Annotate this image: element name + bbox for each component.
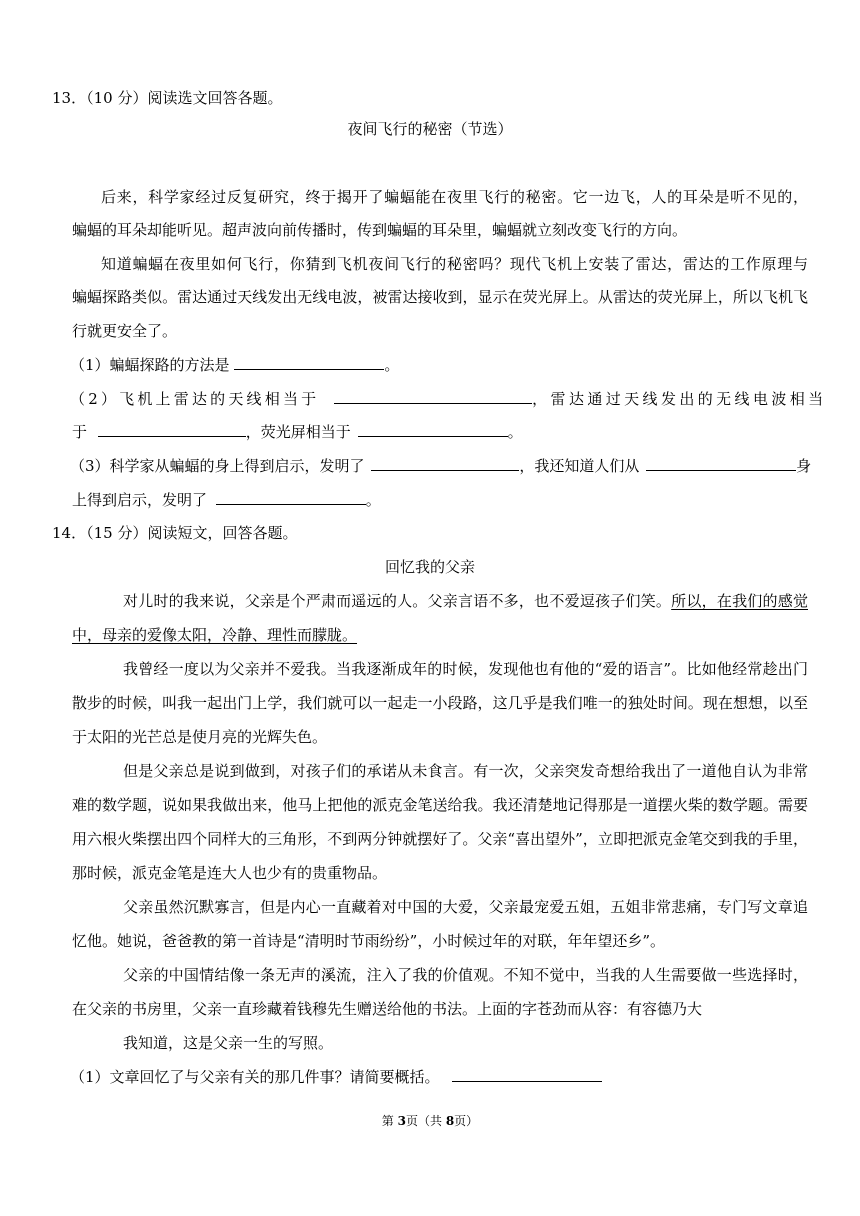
q13-sub2-text-c: 于 <box>72 423 88 441</box>
q14-p5-line1: 父亲的中国情结像一条无声的溪流，注入了我的价值观。不知不觉中，当我的人生需要做一些选择时， <box>123 966 808 984</box>
q13-p1-line1: 后来，科学家经过反复研究，终于揭开了蝙蝠能在夜里飞行的秘密。它一边飞，人的耳朵是听不见的， <box>101 188 808 206</box>
q13-sub2-text-b: ，雷达通过天线发出的无线电波相当 <box>532 390 827 408</box>
q13-sub3-line2 <box>72 490 381 510</box>
q13-sub3-text-d: 上得到启示，发明了 <box>72 491 208 509</box>
footer-total-pages: 8 <box>445 1114 455 1128</box>
q13-sub3-text-a: （3）科学家从蝙蝠的身上得到启示，发明了 <box>70 457 365 475</box>
q13-sub2-text-e: 。 <box>507 423 523 441</box>
footer-prefix: 第 <box>381 1114 398 1128</box>
q13-sub3-text-e: 。 <box>365 491 381 509</box>
footer-suffix: 页） <box>454 1114 479 1128</box>
q14-p2-line2: 散步的时候，叫我一起出门上学，我们就可以一起走一小段路，这几乎是我们唯一的独处时间。现在想想，以至 <box>72 694 808 712</box>
q14-sub1 <box>70 1067 602 1087</box>
q13-sub1 <box>70 355 399 375</box>
q14-p3-line3: 用六根火柴摆出四个同样大的三角形，不到两分钟就摆好了。父亲“喜出望外”，立即把派克金笔交到我的手里， <box>72 830 808 848</box>
q13-p2-line1: 知道蝙蝠在夜里如何飞行，你猜到飞机夜间飞行的秘密吗？现代飞机上安装了雷达，雷达的工作原理与 <box>101 255 808 273</box>
q13-sub2-wave-blank[interactable] <box>98 422 246 437</box>
q13-sub3-invention-blank[interactable] <box>371 456 519 471</box>
q14-p4-line2: 忆他。她说，爸爸教的第一首诗是“清明时节雨纷纷”，小时候过年的对联，年年望还乡”。 <box>72 932 666 950</box>
q14-p4-line1: 父亲虽然沉默寡言，但是内心一直藏着对中国的大爱，父亲最宠爱五姐，五姐非常悲痛，专门写文章追 <box>123 898 808 916</box>
q14-p6: 我知道，这是父亲一生的写照。 <box>123 1034 334 1052</box>
q14-p3-line1: 但是父亲总是说到做到，对孩子们的承诺从未食言。有一次，父亲突发奇想给我出了一道他自认为非常 <box>123 762 808 780</box>
q14-sub1-text: （1）文章回忆了与父亲有关的那几件事？请简要概括。 <box>70 1068 440 1086</box>
q13-p1-line2: 蝙蝠的耳朵却能听见。超声波向前传播时，传到蝙蝠的耳朵里，蝙蝠就立刻改变飞行的方向。 <box>72 221 688 239</box>
q14-p2-line1: 我曾经一度以为父亲并不爱我。当我逐渐成年的时候，发现他也有他的“爱的语言”。比如他经常趁出门 <box>123 660 808 678</box>
q14-passage-title: 回忆我的父亲 <box>384 558 475 576</box>
q13-p2-line2: 蝙蝠探路类似。雷达通过天线发出无线电波，被雷达接收到，显示在荧光屏上。从雷达的荧光屏上，所以飞机飞 <box>72 288 808 306</box>
q14-p3-line4: 那时候，派克金笔是连大人也少有的贵重物品。 <box>72 864 388 882</box>
q13-p2-line3: 行就更安全了。 <box>72 322 178 340</box>
q14-p1-underlined-a: 所以，在我们的感觉 <box>671 592 808 610</box>
q14-p1-text: 对儿时的我来说，父亲是个严肃而遥远的人。父亲言语不多，也不爱逗孩子们笑。 <box>123 592 672 610</box>
q14-p2-line3: 于太阳的光芒总是使月亮的光辉失色。 <box>72 728 328 746</box>
q13-sub1-end: 。 <box>384 356 400 374</box>
q13-sub1-text: （1）蝙蝠探路的方法是 <box>70 356 230 374</box>
q13-sub2-screen-blank[interactable] <box>358 422 508 437</box>
q13-sub2-text-d: ，荧光屏相当于 <box>245 423 351 441</box>
q13-sub2-line1 <box>70 389 827 409</box>
footer-middle: 页（共 <box>405 1114 446 1128</box>
footer-page-number: 3 <box>397 1114 406 1128</box>
q13-sub2-antenna-blank[interactable] <box>334 389 532 404</box>
q13-sub2-text-a: （2）飞机上雷达的天线相当于 <box>70 390 320 408</box>
q13-sub3-text-c: 身 <box>796 457 812 475</box>
q13-passage-title: 夜间飞行的秘密（节选） <box>347 120 513 138</box>
q14-p5-line2: 在父亲的书房里，父亲一直珍藏着钱穆先生赠送给他的书法。上面的字苍劲而从容：有容德乃大 <box>72 1000 703 1018</box>
q14-p3-line2: 难的数学题，说如果我做出来，他马上把他的派克金笔送给我。我还清楚地记得那是一道摆火柴的数学题。需要 <box>72 796 808 814</box>
q13-sub3-text-b: ，我还知道人们从 <box>519 457 640 475</box>
q13-sub2-line2 <box>72 422 523 442</box>
q13-header: 13．（10 分）阅读选文回答各题。 <box>52 89 283 107</box>
q14-p1-line1 <box>123 591 808 611</box>
q14-p1-underlined-b: 中，母亲的爱像太阳，冷静、理性而朦胧。 <box>72 626 358 644</box>
q13-sub3-source-blank[interactable] <box>646 456 796 471</box>
page-footer <box>0 1111 860 1131</box>
q14-header: 14．（15 分）阅读短文，回答各题。 <box>52 524 298 542</box>
q13-sub1-answer-blank[interactable] <box>234 355 384 370</box>
q14-sub1-answer-blank[interactable] <box>452 1067 602 1082</box>
q14-p1-line2 <box>72 625 357 645</box>
q13-sub3-second-invention-blank[interactable] <box>216 490 366 505</box>
q13-sub3-line1 <box>70 456 811 476</box>
